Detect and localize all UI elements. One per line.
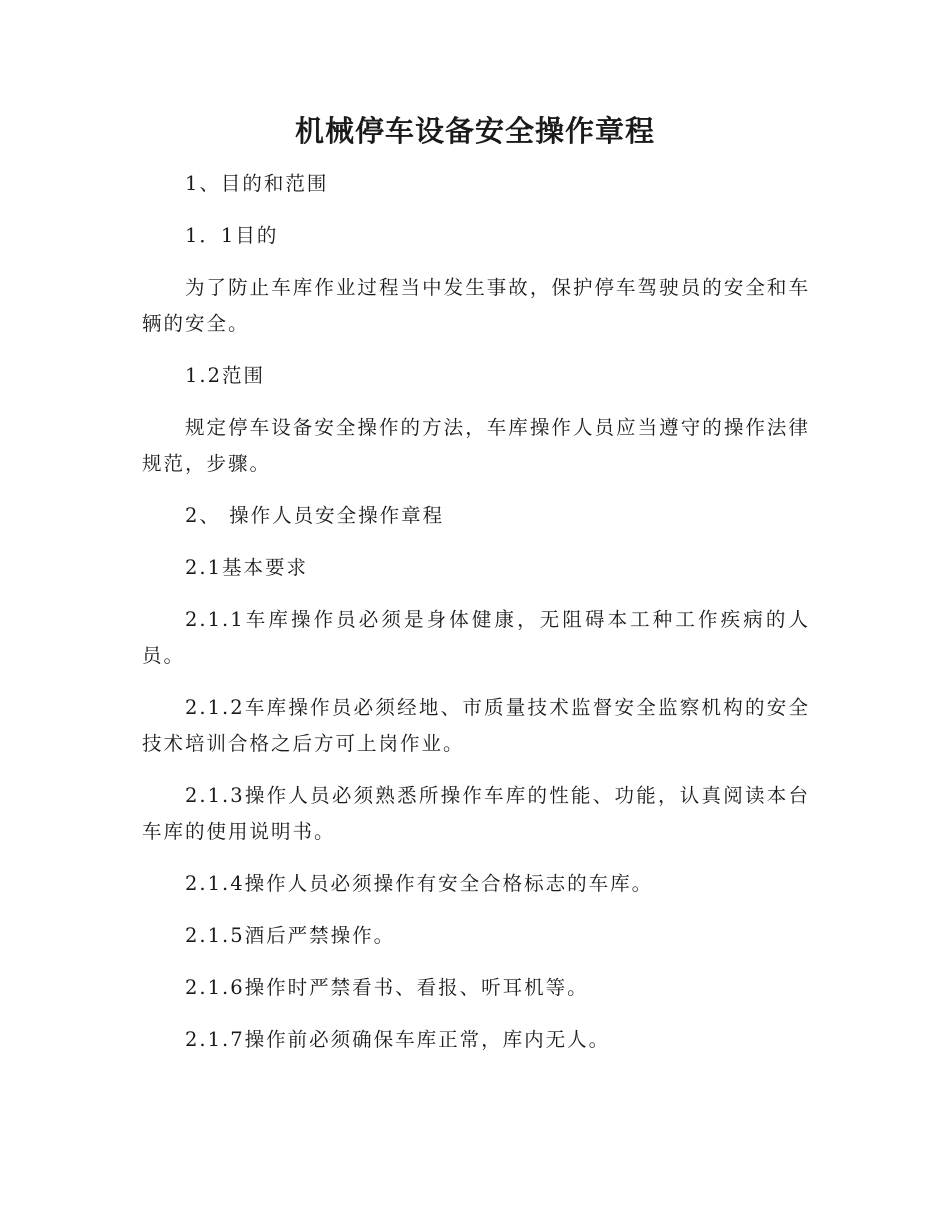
subsection-heading-1-1: 1．1目的 <box>185 224 279 247</box>
rule-2-1-7: 2.1.7操作前必须确保车库正常，库内无人。 <box>185 1028 611 1051</box>
rule-2-1-5: 2.1.5酒后严禁操作。 <box>185 924 396 947</box>
document-body <box>142 166 810 1074</box>
paragraph-purpose: 为了防止车库作业过程当中发生事故，保护停车驾驶员的安全和车辆的安全。 <box>142 276 810 335</box>
subsection-heading-1-2: 1.2范围 <box>185 364 266 387</box>
rule-2-1-6: 2.1.6操作时严禁看书、看报、听耳机等。 <box>185 976 589 999</box>
rule-2-1-1: 2.1.1车库操作员必须是身体健康，无阻碍本工种工作疾病的人员。 <box>142 608 810 667</box>
rule-2-1-2: 2.1.2车库操作员必须经地、市质量技术监督安全监察机构的安全技术培训合格之后方可上岗作业。 <box>142 696 810 755</box>
section-heading-2: 2、 操作人员安全操作章程 <box>185 504 445 527</box>
subsection-heading-2-1: 2.1基本要求 <box>185 556 309 579</box>
section-heading-1: 1、目的和范围 <box>185 172 329 195</box>
document-title: 机械停车设备安全操作章程 <box>294 114 655 148</box>
rule-2-1-3: 2.1.3操作人员必须熟悉所操作车库的性能、功能，认真阅读本台车库的使用说明书。 <box>142 784 810 843</box>
paragraph-scope: 规定停车设备安全操作的方法，车库操作人员应当遵守的操作法律规范，步骤。 <box>142 416 810 475</box>
rule-2-1-4: 2.1.4操作人员必须操作有安全合格标志的车库。 <box>185 872 654 895</box>
